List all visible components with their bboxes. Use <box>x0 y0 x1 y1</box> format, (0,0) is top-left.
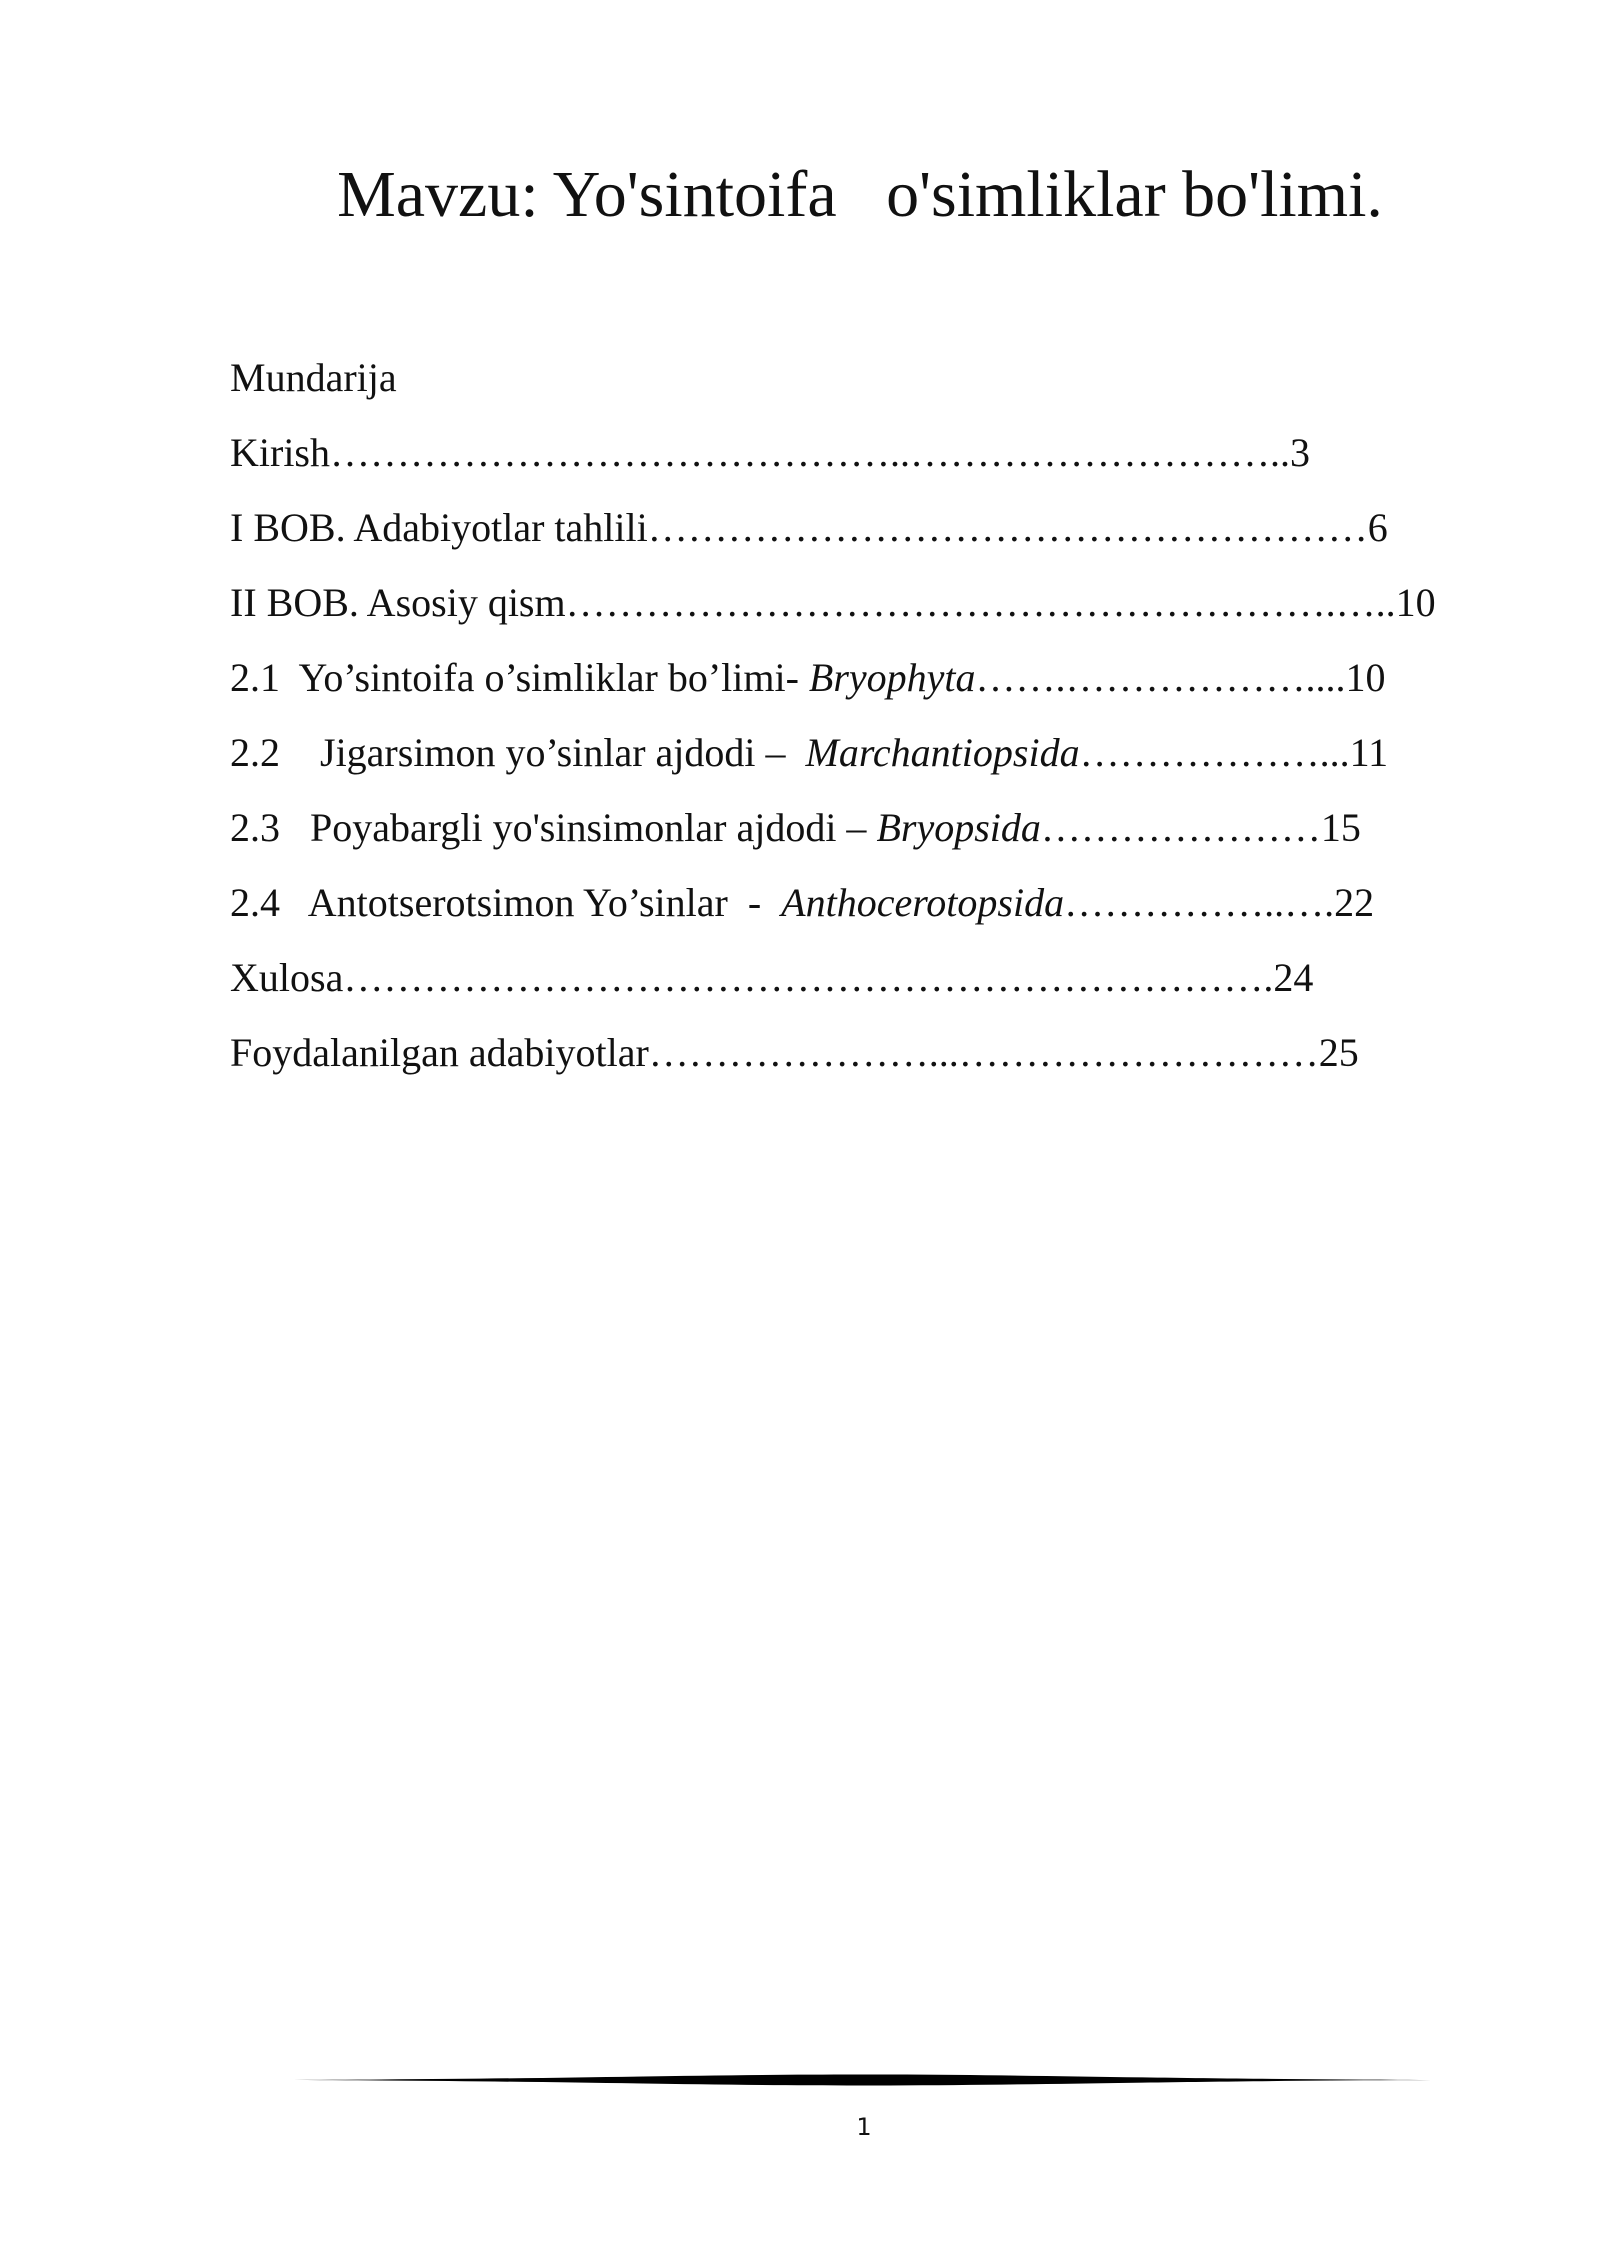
toc-entry-chapter-2 <box>230 565 1436 640</box>
toc-entry-text: I BOB. Adabiyotlar tahlili………………………………………………6 <box>230 505 1388 550</box>
toc-entry-leader: …….………………....10 <box>975 655 1386 700</box>
toc-entry-text: Xulosa…………………………………………………………….24 <box>230 955 1314 1000</box>
page-number: 1 <box>856 2113 872 2141</box>
table-of-contents <box>230 340 1436 1090</box>
footer-divider <box>280 2073 1443 2087</box>
toc-entry-leader: ……………..….22 <box>1064 880 1375 925</box>
toc-entry-taxon: Bryophyta <box>808 655 976 700</box>
toc-entry-text: 2.2 Jigarsimon yo’sinlar ajdodi – <box>230 730 806 775</box>
toc-entry-2-1 <box>230 640 1436 715</box>
toc-entry-taxon: Marchantiopsida <box>805 730 1080 775</box>
toc-entry-2-4 <box>230 865 1436 940</box>
toc-entry-leader: ………………...11 <box>1079 730 1389 775</box>
toc-entry-references <box>230 1015 1436 1090</box>
toc-entry-kirish <box>230 415 1436 490</box>
toc-entry-text: 2.3 Poyabargli yo'sinsimonlar ajdodi – <box>230 805 877 850</box>
toc-entry-leader: …………………15 <box>1040 805 1361 850</box>
toc-entry-2-3 <box>230 790 1436 865</box>
toc-entry-taxon: Anthocerotopsida <box>781 880 1065 925</box>
toc-entry-2-2 <box>230 715 1436 790</box>
toc-heading: Mundarija <box>230 355 397 400</box>
document-title: Mavzu: Yo'sintoifa o'simliklar bo'limi. <box>337 158 1383 231</box>
toc-entry-taxon: Bryopsida <box>876 805 1041 850</box>
toc-entry-text: Foydalanilgan adabiyotlar…………………...………………………25 <box>230 1030 1359 1075</box>
toc-entry-chapter-1 <box>230 490 1436 565</box>
toc-entry-xulosa <box>230 940 1436 1015</box>
toc-entry-text: 2.1 Yo’sintoifa o’simliklar bo’limi- <box>230 655 809 700</box>
toc-entry-text: II BOB. Asosiy qism………………………………………………….…..10 <box>230 580 1436 625</box>
toc-entry-text: Kirish……………………………………..………………………..3 <box>230 430 1310 475</box>
toc-entry-text: 2.4 Antotserotsimon Yo’sinlar - <box>230 880 782 925</box>
